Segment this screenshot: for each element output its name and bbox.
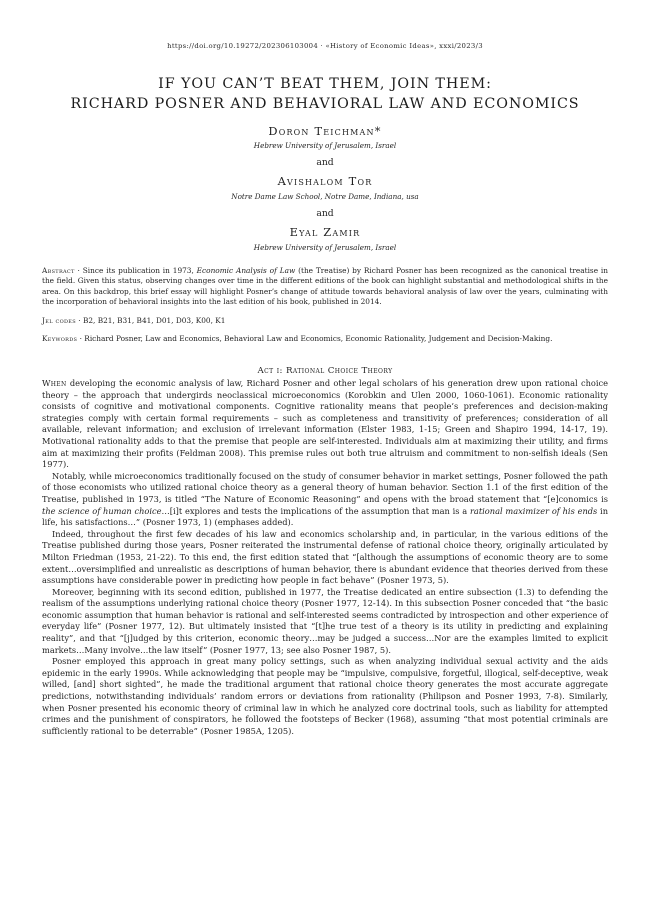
jel-codes — [42, 316, 608, 326]
and-separator: and — [316, 157, 334, 168]
paragraph: Posner employed this approach in great many policy settings, such as when analyzing individual sexual activity and the aids epidemic in the early 1990s. While acknowledging that people may be “impulsive, compulsive, forgetful, illogical, self-deceptive, weak willed, [and] short sighted”, he made the traditional argument that rational choice theory generates the most accurate aggregate predictions, notwithstanding individuals’ random errors or deviations from rationality (Philipson and Posner 1993, 7-8). Similarly, when Posner presented his economic theory of criminal law in which he analyzed core doctrinal tools, such as liability for attempted crimes and the punishment of conspirators, he followed the footsteps of Becker (1968), assuming “that most potential criminals are sufficiently rational to be deterrable” (Posner 1985A, 1205). — [42, 656, 608, 736]
keywords-text: Richard Posner, Law and Economics, Behavioral Law and Economics, Economic Rationality, Judgement and Decision-Making. — [84, 334, 553, 343]
abstract-book-title: Economic Analysis of Law — [196, 266, 296, 275]
jel-sep: · — [75, 316, 83, 325]
paragraph — [42, 378, 608, 471]
paragraph-text: …[i]t explores and tests the implications of the assumption that man is a — [161, 505, 470, 516]
abstract-label: Abstract — [42, 266, 75, 275]
paragraph-text: Notably, while microeconomics traditionally focused on the study of consumer behavior in market settings, Posner followed the path of those economists who utilized rational choice theory as a general theory of human behavior. Section 1.1 of the first edition of the Treatise, published in 1973, is titled “The Nature of Economic Reasoning” and opens with the broad statement that “[e]conomics is — [42, 470, 608, 504]
abstract-text-a: Since its publication in 1973, — [82, 266, 197, 275]
author-affiliation: Hebrew University of Jerusalem, Israel — [253, 243, 397, 252]
paragraph — [42, 471, 608, 529]
author-name: Avishalom Tor — [277, 174, 373, 188]
title-line-2: RICHARD POSNER AND BEHAVIORAL LAW AND ECONOMICS — [70, 96, 580, 112]
paragraph-lead-word: When — [42, 378, 67, 388]
and-separator: and — [316, 208, 334, 219]
article-title — [0, 74, 650, 114]
author-affiliation: Hebrew University of Jerusalem, Israel — [253, 141, 397, 150]
abstract — [42, 266, 608, 308]
jel-label: Jel codes — [42, 316, 76, 325]
author-name: Eyal Zamir — [289, 225, 361, 239]
body-text — [42, 378, 608, 737]
paragraph: Indeed, throughout the first few decades of his law and economics scholarship and, in particular, in the various editions of the Treatise published during those years, Posner reiterated the instrumental defense of rational choice theory, originally articulated by Milton Friedman (1953, 21-22). To this end, the first edition stated that “[although the assumptions of economic theory are to some extent…oversimplified and unrealistic as descriptions of human behavior, there is abundant evidence that theories derived from these assumptions have considerable power in predicting how people in fact behave” (Posner 1973, 5). — [42, 528, 608, 586]
author-affiliation: Notre Dame Law School, Notre Dame, Indiana, usa — [231, 192, 419, 201]
abstract-sep: · — [74, 266, 83, 275]
paragraph: Moreover, beginning with its second edition, published in 1977, the Treatise dedicated an entire subsection (1.3) to defending the realism of the assumptions underlying rational choice theory (Posner 1977, 12-14). In this subsection Posner conceded that “the basic economic assumption that human behavior is rational and self-interested seems contradicted by introspection and other experience of everyday life” (Posner 1977, 12). But ultimately insisted that “[t]he true test of a theory is its utility in predicting and explaining reality”, and that “[j]udged by this criterion, economic theory…may be judged a success…Nor are the examples limited to explicit markets…Many involve…the law itself” (Posner 1977, 13; see also Posner 1987, 5). — [42, 586, 608, 655]
author-name: Doron Teichman* — [268, 124, 382, 138]
emphasis-text: the science of human choice — [42, 505, 162, 516]
emphasis-text: rational maximizer of his ends — [469, 505, 598, 516]
jel-codes-text: B2, B21, B31, B41, D01, D03, K00, K1 — [82, 316, 226, 325]
section-heading: Act i: Rational Choice Theory — [257, 366, 393, 376]
doi-header[interactable]: https://doi.org/10.19272/202306103004 · «History of Economic Ideas», xxxi/2023/3 — [167, 42, 483, 50]
paragraph-text: in life, his satisfactions…” (Posner 1973, 1) (emphases added). — [42, 505, 609, 528]
abstract-text-b: (the Treatise) by Richard Posner has been recognized as the canonical treatise in the field. Given this status, observing changes over time in the different editions of the book can highlight substantial and methodological shifts in the area. On this backdrop, this brief essay will highlight Posner’s change of attitude towards behavioral analysis of law over the years, culminating with the incorporation of behavioral insights into the last edition of his book, published in 2014. — [42, 266, 609, 307]
title-line-1: IF YOU CAN’T BEAT THEM, JOIN THEM: — [158, 76, 492, 92]
keywords-sep: · — [77, 334, 85, 343]
paragraph-text: developing the economic analysis of law, Richard Posner and other legal scholars of his generation drew upon rational choice theory – the approach that undergirds neoclassical microeconomics (Korobkin and Ulen 2000, 1060-1061). Economic rationality consists of cognitive and motivational components. Cognitive rationality means that people’s preferences and decision-making strategies comply with certain formal requirements – such as completeness and transitivity of preferences; consideration of all available, relevant information; and exclusion of irrelevant information (Elster 1983, 1-15; Green and Shapiro 1994, 14-17, 19). Motivational rationality adds to that the premise that people are self-interested. Individuals aim at maximizing their utility, and firms aim at maximizing their profits (Feldman 2008). This premise rules out both true altruism and commitment to non-selfish ideals (Sen 1977). — [42, 378, 608, 470]
keywords-label: Keywords — [42, 334, 78, 343]
keywords — [42, 334, 608, 344]
